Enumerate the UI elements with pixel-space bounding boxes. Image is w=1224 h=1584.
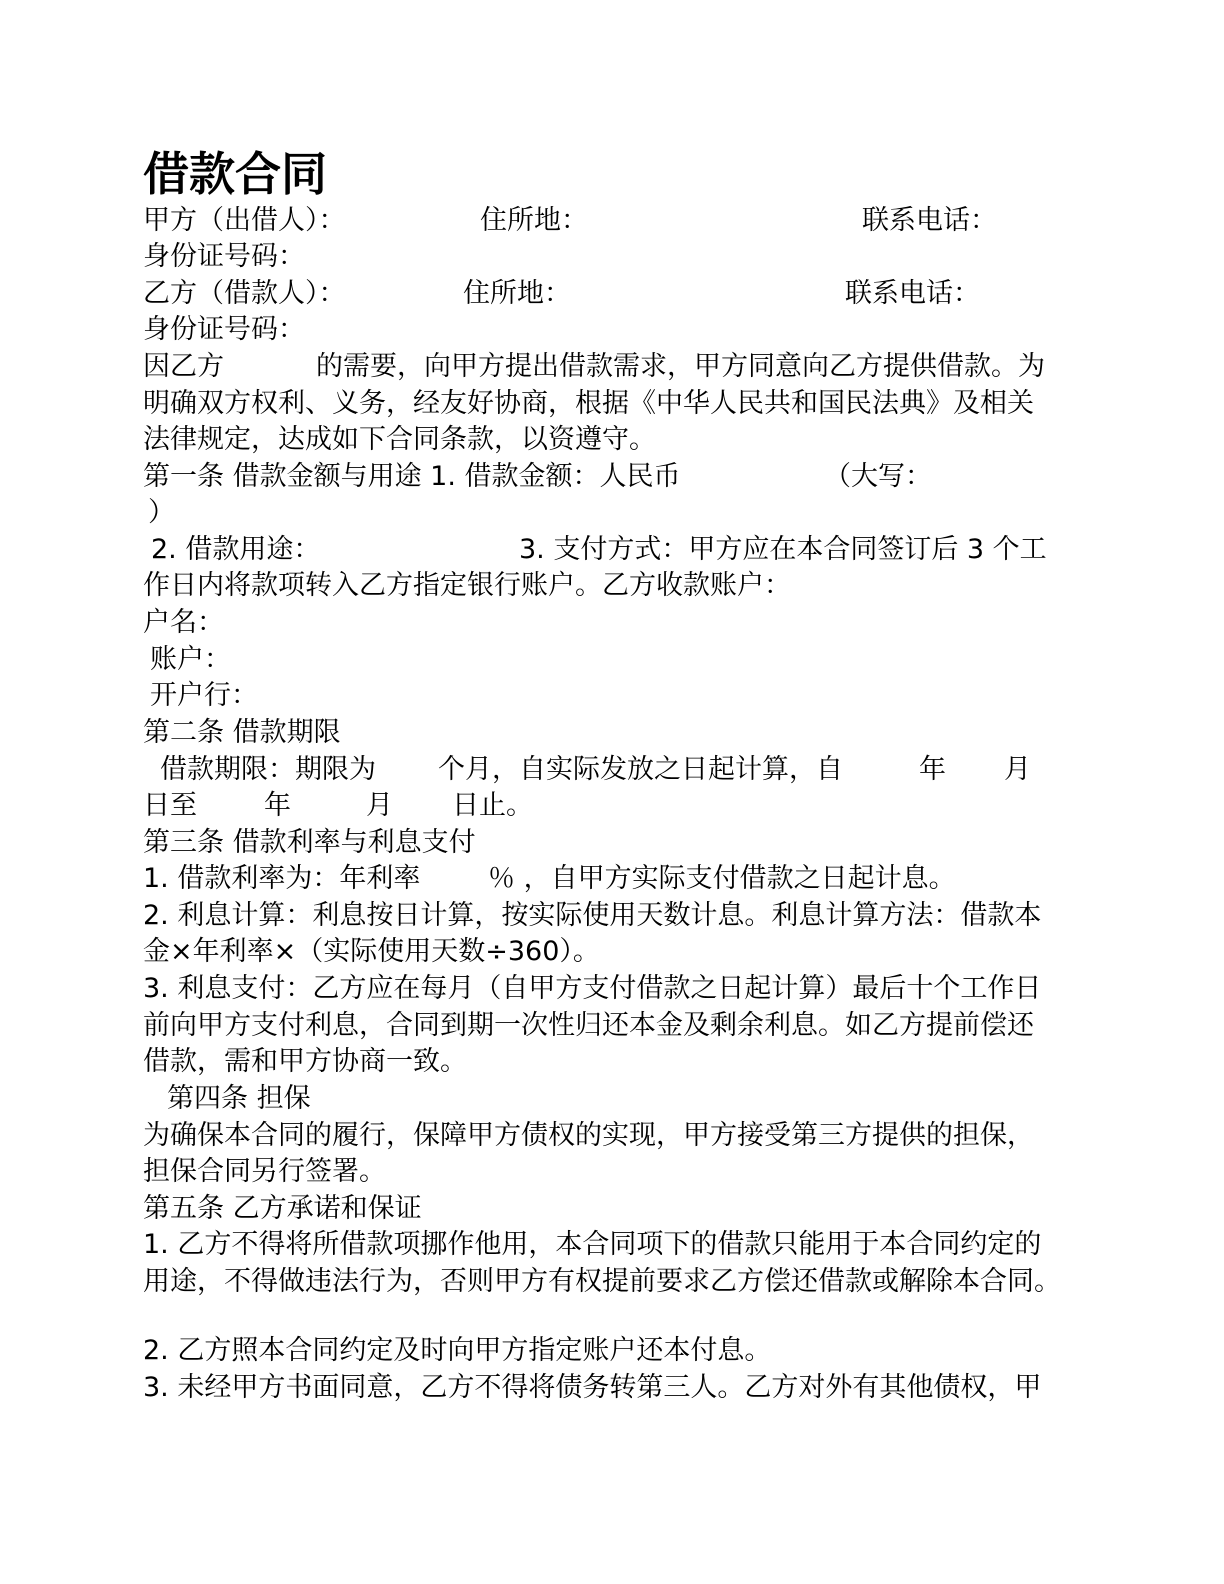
article-5-item-3-line-1: 3. 未经甲方书面同意，乙方不得将债务转第三人。乙方对外有其他债权，甲 [143, 1372, 1042, 1403]
article-3-item-3-line-3: 借款，需和甲方协商一致。 [143, 1046, 467, 1077]
interest-rate-label: 1. 借款利率为：年利率 [143, 863, 421, 894]
party-b-id-label: 身份证号码： [143, 314, 305, 345]
article-4-heading: 第四条 担保 [167, 1083, 311, 1114]
term-end-day: 日止。 [452, 790, 533, 821]
article-3-item-2-line-2: 金×年利率×（实际使用天数÷360）。 [143, 936, 600, 967]
article-3-item-3-line-1: 3. 利息支付：乙方应在每月（自甲方支付借款之日起计算）最后十个工作日 [143, 973, 1042, 1004]
term-start-year: 年 [919, 754, 946, 785]
party-b-phone-label: 联系电话： [845, 278, 980, 309]
article-5-item-1-line-1: 1. 乙方不得将所借款项挪作他用，本合同项下的借款只能用于本合同约定的 [143, 1229, 1042, 1260]
bank-label: 开户行： [150, 680, 258, 711]
article-1-purpose-label: 2. 借款用途： [151, 534, 321, 565]
document-title: 借款合同 [143, 147, 327, 201]
party-b-name-label: 乙方（借款人）： [143, 278, 346, 309]
preamble-text-a: 因乙方 [143, 351, 224, 382]
article-5-item-1-line-2: 用途，不得做违法行为，否则甲方有权提前要求乙方偿还借款或解除本合同。 [143, 1266, 1061, 1297]
article-3-item-3-line-2: 前向甲方支付利息，合同到期一次性归还本金及剩余利息。如乙方提前偿还 [143, 1010, 1034, 1041]
party-a-name-label: 甲方（出借人）： [143, 205, 346, 236]
article-3-heading: 第三条 借款利率与利息支付 [143, 827, 476, 858]
article-2-heading: 第二条 借款期限 [143, 717, 341, 748]
preamble-line-3: 法律规定，达成如下合同条款，以资遵守。 [143, 424, 656, 455]
article-4-line-2: 担保合同另行签署。 [143, 1156, 386, 1187]
party-a-address-label: 住所地： [480, 205, 588, 236]
term-label: 借款期限：期限为 [160, 754, 376, 785]
interest-rate-text: ％ ，自甲方实际支付借款之日起计息。 [488, 863, 956, 894]
article-3-item-2-line-1: 2. 利息计算：利息按日计算，按实际使用天数计息。利息计算方法：借款本 [143, 900, 1042, 931]
article-1-line-4: 作日内将款项转入乙方指定银行账户。乙方收款账户： [143, 570, 791, 601]
preamble-text-b: 的需要，向甲方提出借款需求，甲方同意向乙方提供借款。为 [316, 351, 1045, 382]
preamble-line-2: 明确双方权利、义务，经友好协商，根据《中华人民共和国民法典》及相关 [143, 388, 1034, 419]
account-no-label: 账户： [150, 644, 231, 675]
term-end-year: 年 [264, 790, 291, 821]
article-1-amount-label: 第一条 借款金额与用途 1. 借款金额：人民币 [143, 461, 681, 492]
term-start-month: 月 [1004, 754, 1031, 785]
article-1-payment-method: 3. 支付方式：甲方应在本合同签订后 3 个工 [519, 534, 1047, 565]
article-5-item-2: 2. 乙方照本合同约定及时向甲方指定账户还本付息。 [143, 1335, 772, 1366]
party-a-id-label: 身份证号码： [143, 241, 305, 272]
article-1-amount-words-label: （大写： [824, 461, 932, 492]
article-1-close-paren: ） [148, 497, 175, 528]
article-4-line-1: 为确保本合同的履行，保障甲方债权的实现，甲方接受第三方提供的担保， [143, 1120, 1034, 1151]
term-end-month: 月 [366, 790, 393, 821]
party-b-address-label: 住所地： [463, 278, 571, 309]
party-a-phone-label: 联系电话： [862, 205, 997, 236]
article-5-heading: 第五条 乙方承诺和保证 [143, 1193, 422, 1224]
term-start-day: 日至 [143, 790, 197, 821]
term-months-text: 个月，自实际发放之日起计算，自 [438, 754, 843, 785]
account-name-label: 户名： [143, 607, 224, 638]
